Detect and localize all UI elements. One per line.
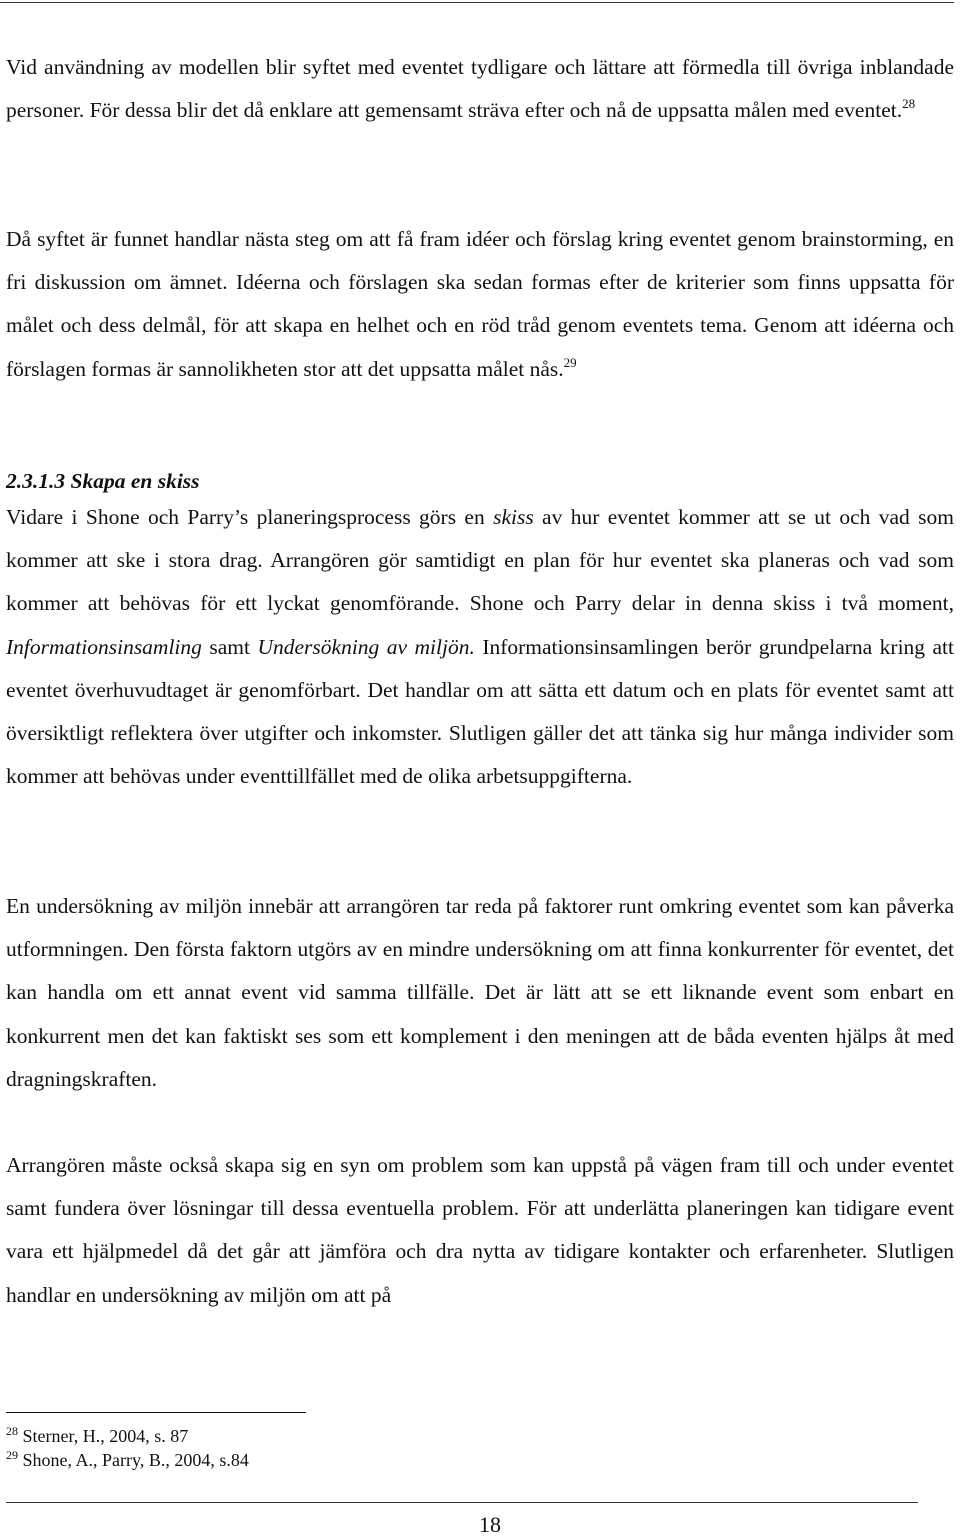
paragraph-sketch xyxy=(6,496,954,798)
top-rule xyxy=(0,2,954,3)
paragraph-text: samt xyxy=(201,634,258,659)
paragraph-brainstorming xyxy=(6,218,954,391)
paragraph-environment: En undersökning av miljön innebär att arrangören tar reda på faktorer runt omkring eventet som kan påverka utformningen. Den första faktorn utgörs av en mindre undersökning om att finna konkurrenter för eventet, det kan handla om ett annat event vid samma tillfälle. Det är lätt att se ett liknande event som enbart en konkurrent men det kan faktiskt ses som ett komplement i den meningen att de båda eventen hjälps åt med dragningskraften. xyxy=(6,894,954,1091)
emphasis-informationsinsamling: Informationsinsamling xyxy=(6,634,202,659)
footnote-29 xyxy=(6,1448,249,1472)
paragraph-text: av hur eventet kommer att se ut och vad som kommer att ske i stora drag. Arrangören gör samtidigt en plan för hur eventet ska planeras och vad som kommer att behövas för ett lyckat genomförande. Shone och Parry delar in denna skiss i två moment, xyxy=(6,505,954,616)
footnote-separator xyxy=(6,1412,306,1413)
paragraph-text: Då syftet är funnet handlar nästa steg om att få fram idéer och förslag kring eventet genom brainstorming, en fri diskussion om ämnet. Idéerna och förslagen ska sedan formas efter de kriterier som finns uppsatta för målet och dess delmål, för att skapa en helhet och en röd tråd genom eventets tema. Genom att idéerna och förslagen formas är sannolikheten stor att det uppsatta målet nås. xyxy=(6,227,954,381)
footnote-ref-28[interactable]: 28 xyxy=(902,96,916,112)
page-number: 18 xyxy=(479,1512,501,1537)
footnote-text: Sterner, H., 2004, s. 87 xyxy=(22,1426,189,1446)
emphasis-undersokning: Undersökning av miljön. xyxy=(257,634,475,659)
paragraph-text: Vid användning av modellen blir syftet med eventet tydligare och lättare att förmedla till övriga inblandade personer. För dessa blir det då enklare att gemensamt sträva efter och nå de uppsatta målen med eventet. xyxy=(6,55,954,123)
paragraph-text: Vidare i Shone och Parry’s planeringsprocess görs en xyxy=(6,505,494,529)
footnote-text: Shone, A., Parry, B., 2004, s.84 xyxy=(22,1450,249,1470)
emphasis-skiss: skiss xyxy=(493,505,534,529)
bottom-rule xyxy=(6,1502,918,1503)
paragraph-model-purpose xyxy=(6,46,954,132)
section-heading: 2.3.1.3 Skapa en skiss xyxy=(6,469,200,493)
footnote-number: 29 xyxy=(6,1448,18,1462)
footnote-28 xyxy=(6,1424,188,1448)
footnote-ref-29[interactable]: 29 xyxy=(563,354,577,370)
paragraph-text: Informationsinsamlingen berör grundpelarna kring att eventet överhuvudtaget är genomförbart. Det handlar om att sätta ett datum och en plats för eventet samt att översiktligt reflektera över utgifter och inkomster. Slutligen gäller det att tänka sig hur många individer som kommer att behövas under eventtillfället med de olika arbetsuppgifterna. xyxy=(6,634,955,789)
paragraph-problems: Arrangören måste också skapa sig en syn om problem som kan uppstå på vägen fram till och under eventet samt fundera över lösningar till dessa eventuella problem. För att underlätta planeringen kan tidigare event vara ett hjälpmedel då det går att jämföra och dra nytta av tidigare kontakter och erfarenheter. Slutligen handlar en undersökning av miljön om att på xyxy=(6,1153,954,1307)
footnote-number: 28 xyxy=(6,1424,18,1438)
